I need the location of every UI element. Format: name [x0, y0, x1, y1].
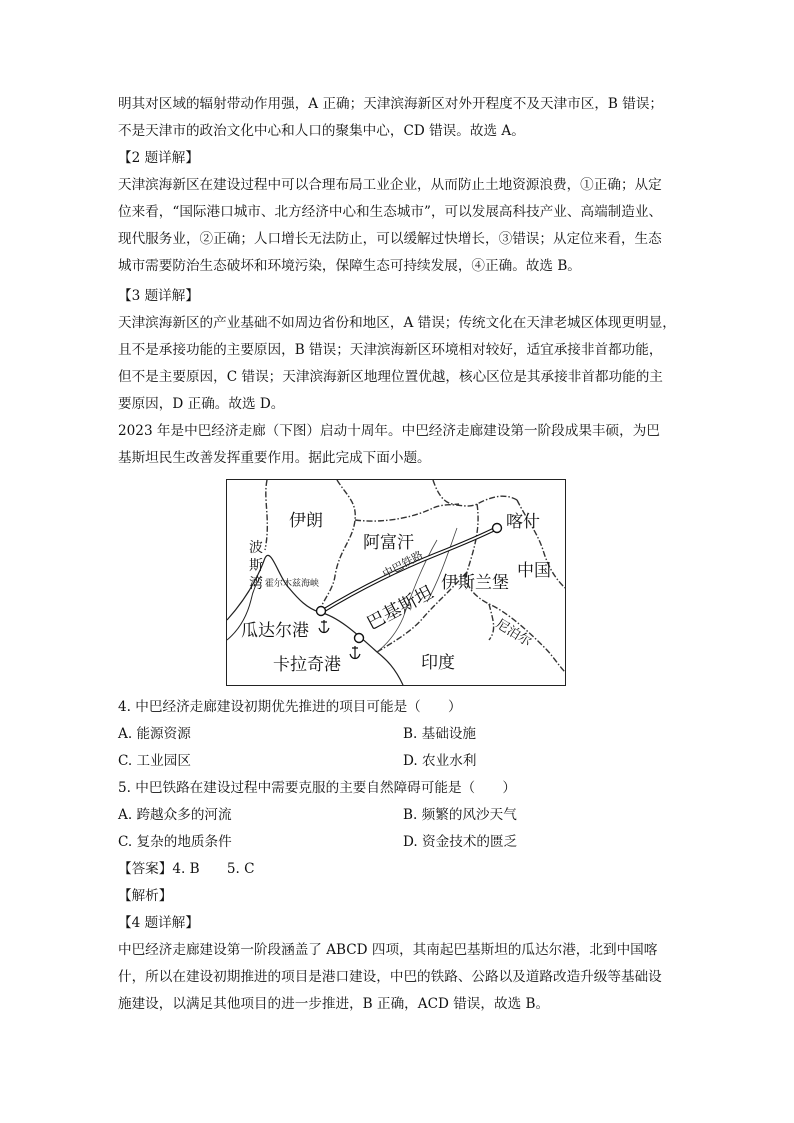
border-line [433, 480, 459, 504]
label-railway: 中巴铁路 [380, 548, 426, 581]
text-line: 基斯坦民生改善发挥重要作用。据此完成下面小题。 [118, 450, 431, 466]
analysis-heading: 【解析】 [118, 888, 173, 904]
label-gwadar: 瓜达尔港 [241, 621, 309, 641]
question-5-stem: 5. 中巴铁路在建设过程中需要克服的主要自然障碍可能是（ ） [118, 780, 516, 796]
label-pakistan: 巴基斯坦 [363, 582, 437, 635]
text-line: 但不是主要原因，C 错误；天津滨海新区地理位置优越，核心区位是其承接非首都功能的主 [118, 369, 663, 385]
label-karachi: 卡拉奇港 [273, 655, 341, 675]
border-line [319, 480, 355, 612]
text-line: 什，所以在建设初期推进的项目是港口建设，中巴的铁路、公路以及道路改造升级等基础设 [118, 969, 662, 985]
heading-q4-detail: 【4 题详解】 [118, 915, 199, 931]
karachi-marker [355, 634, 364, 643]
label-hormuz: 霍尔木兹海峡 [265, 579, 320, 589]
paragraph-q3 [118, 310, 684, 418]
border-line [489, 604, 494, 640]
question-4-option-b: B. 基础设施 [403, 726, 477, 742]
text-line: 明其对区域的辐射带动作用强，A 正确；天津滨海新区对外开程度不及天津市区，B 错误； [118, 96, 664, 112]
question-5-option-a: A. 跨越众多的河流 [118, 807, 232, 823]
text-line: 要原因，D 正确。故选 D。 [118, 396, 285, 412]
label-nepal: 尼泊尔 [492, 616, 534, 651]
label-iran: 伊朗 [289, 511, 323, 531]
text-line: 2023 年是中巴经济走廊（下图）启动十周年。中巴经济走廊建设第一阶段成果丰硕，为巴 [118, 423, 660, 439]
gwadar-marker [317, 607, 326, 616]
text-line: 城市需要防治生态破坏和环境污染，保障生态可持续发展，④正确。故选 B。 [118, 258, 581, 274]
question-4-option-a: A. 能源资源 [118, 726, 191, 742]
question-5-option-b: B. 频繁的风沙天气 [403, 807, 517, 823]
text-line: 不是天津市的政治文化中心和人口的聚集中心，CD 错误。故选 A。 [118, 123, 525, 139]
corridor-map [226, 479, 566, 686]
heading-q2-detail: 【2 题详解】 [118, 150, 199, 166]
text-line: 天津滨海新区在建设过程中可以合理布局工业企业，从而防止土地资源浪费，①正确；从定 [118, 177, 662, 193]
question-4-option-c: C. 工业园区 [118, 753, 191, 769]
label-islamabad: 伊斯兰堡 [441, 573, 509, 593]
paragraph-intro [118, 418, 684, 472]
question-5-option-c: C. 复杂的地质条件 [118, 834, 232, 850]
label-china: 中国 [517, 561, 551, 581]
border-line [265, 480, 267, 550]
question-4-stem: 4. 中巴经济走廊建设初期优先推进的项目可能是（ ） [118, 699, 462, 715]
text-line: 现代服务业，②正确；人口增长无法防止，可以缓解过快增长，③错误；从定位来看，生态 [118, 231, 662, 247]
label-persian-gulf: 湾 [249, 576, 263, 592]
question-5-option-d: D. 资金技术的匮乏 [403, 834, 518, 850]
kashgar-marker [493, 524, 502, 533]
label-india: 印度 [421, 653, 455, 673]
label-persian-gulf: 斯 [249, 558, 263, 574]
question-4-option-d: D. 农业水利 [403, 753, 477, 769]
border-line [355, 496, 517, 521]
text-line: 施建设，以满足其他项目的进一步推进，B 正确，ACD 错误，故选 B。 [118, 996, 550, 1012]
label-afghanistan: 阿富汗 [363, 533, 414, 553]
label-kashgar: 喀什 [506, 512, 540, 532]
label-persian-gulf: 波 [249, 540, 263, 556]
text-line: 且不是承接功能的主要原因，B 错误；天津滨海新区环境相对较好，适宜承接非首都功能， [118, 342, 663, 358]
gwadar-anchor-icon [319, 620, 329, 633]
paragraph-q1-end [118, 91, 684, 145]
heading-q3-detail: 【3 题详解】 [118, 288, 199, 304]
text-line: 位来看，“国际港口城市、北方经济中心和生态城市”，可以发展高科技产业、高端制造业、 [118, 204, 663, 220]
text-line: 中巴经济走廊建设第一阶段涵盖了 ABCD 四项，其南起巴基斯坦的瓜达尔港，北到中国喀 [118, 942, 658, 958]
karachi-anchor-icon [350, 646, 360, 659]
paragraph-q2 [118, 172, 684, 280]
answer-line: 【答案】4. B 5. C [118, 861, 255, 877]
text-line: 天津滨海新区的产业基础不如周边省份和地区，A 错误；传统文化在天津老城区体现更明显， [118, 315, 676, 331]
paragraph-q4 [118, 937, 684, 1018]
